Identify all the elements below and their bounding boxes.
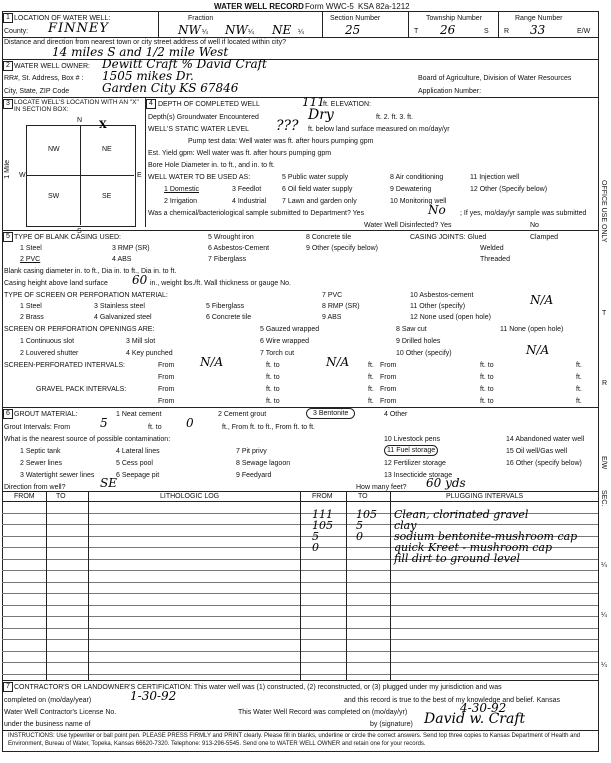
south-label: S bbox=[77, 228, 82, 235]
how-many-feet-label: How many feet? bbox=[356, 484, 407, 491]
ft-label: ft. bbox=[576, 398, 582, 405]
north-label: N bbox=[77, 117, 83, 124]
range-label: Range Number bbox=[515, 15, 563, 22]
side-quarter: ¼ bbox=[601, 612, 607, 619]
quarter-unit: ¼ bbox=[202, 29, 208, 36]
screen-intervals-label: SCREEN-PERFORATED INTERVALS: bbox=[4, 362, 125, 369]
chem-no: No bbox=[428, 203, 446, 217]
plug-to-value: 0 bbox=[356, 530, 363, 543]
log-to-header: TO bbox=[56, 493, 66, 500]
plug-from-header: FROM bbox=[312, 493, 333, 500]
board-label: Board of Agriculture, Division of Water Resources bbox=[418, 75, 572, 82]
to-label: ft. to bbox=[480, 374, 494, 381]
to-label: ft. to bbox=[266, 374, 280, 381]
plug-from-value: 105 bbox=[312, 519, 333, 532]
use-option: 10 Monitoring well bbox=[390, 198, 447, 205]
casing-option: 3 RMP (SR) bbox=[112, 245, 150, 252]
static-level-label: WELL'S STATIC WATER LEVEL bbox=[148, 126, 250, 133]
casing-option-selected: 2 PVC bbox=[20, 256, 41, 263]
section-4-number: 4 bbox=[146, 99, 156, 109]
completed-label: completed on (mo/day/year) bbox=[4, 697, 92, 704]
plug-description: Clean, clorinated gravel bbox=[394, 508, 529, 521]
grout-option: 1 Neat cement bbox=[116, 411, 162, 418]
section-3-number: 3 bbox=[3, 99, 13, 109]
city-label: City, State, ZIP Code bbox=[4, 88, 70, 95]
from-label: From bbox=[158, 374, 175, 381]
lithologic-log-header: LITHOLOGIC LOG bbox=[160, 493, 220, 500]
casing-height-label: Casing height above land surface bbox=[4, 280, 108, 287]
section-number-label: Section Number bbox=[330, 15, 381, 22]
screen-option: 6 Concrete tile bbox=[206, 314, 252, 321]
fraction-label: Fraction bbox=[188, 15, 214, 22]
section-box bbox=[26, 125, 136, 227]
range-r: R bbox=[504, 28, 510, 35]
contam-option: 10 Livestock pens bbox=[384, 436, 441, 443]
use-option: 12 Other (Specify below) bbox=[470, 186, 548, 193]
township-label: Township Number bbox=[426, 15, 483, 22]
groundwater-label: Depth(s) Groundwater Encountered bbox=[148, 114, 259, 121]
to-label: ft. to bbox=[148, 424, 162, 431]
location-mark: X bbox=[99, 120, 107, 131]
owner-label: WATER WELL OWNER: bbox=[14, 63, 90, 70]
perf-option: 6 Wire wrapped bbox=[260, 338, 310, 345]
pump-test-2: Est. Yield gpm: Well water was ft. after hours pumping gpm bbox=[148, 150, 332, 157]
use-option: 6 Oil field water supply bbox=[282, 186, 353, 193]
side-r: R bbox=[602, 380, 608, 387]
static-level-value: ??? bbox=[276, 118, 299, 134]
grout-label: GROUT MATERIAL: bbox=[14, 411, 78, 418]
screen-option: 10 Asbestos-cement bbox=[410, 292, 474, 299]
contam-option: 4 Lateral lines bbox=[116, 448, 160, 455]
section-number-value: 25 bbox=[345, 23, 361, 37]
perf-na: N/A bbox=[526, 343, 550, 357]
ksa-ref: KSA 82a-1212 bbox=[358, 2, 410, 11]
screen-label: TYPE OF SCREEN OR PERFORATION MATERIAL: bbox=[4, 292, 168, 299]
plug-to-value: 5 bbox=[356, 519, 363, 532]
sw-label: SW bbox=[48, 193, 60, 200]
chem-sample-rest: ; If yes, mo/day/yr sample was submitted bbox=[460, 210, 587, 217]
screen-option: 5 Fiberglass bbox=[206, 303, 245, 310]
casing-option: 7 Fiberglass bbox=[208, 256, 247, 263]
side-ew: E/W bbox=[600, 456, 607, 470]
to-label: ft. to bbox=[266, 386, 280, 393]
address-label: RR#, St. Address, Box # : bbox=[4, 75, 84, 82]
from-label: From bbox=[380, 386, 397, 393]
use-option: 4 Industrial bbox=[232, 198, 267, 205]
contam-option: 13 Insecticide storage bbox=[384, 472, 453, 479]
form-number: Form WWC-5 bbox=[305, 2, 354, 11]
casing-diameter: Blank casing diameter in. to ft., Dia in. to ft., Dia in. to ft. bbox=[4, 268, 177, 275]
plug-description: clay bbox=[394, 519, 417, 532]
use-option: 7 Lawn and garden only bbox=[282, 198, 357, 205]
screen-option: 2 Brass bbox=[20, 314, 44, 321]
to-label: ft. to bbox=[480, 398, 494, 405]
chem-sample: Was a chemical/bacteriological sample submitted to Department? Yes bbox=[148, 210, 365, 217]
range-value: 33 bbox=[530, 23, 546, 37]
divider bbox=[145, 97, 146, 227]
screen-option: 3 Stainless steel bbox=[94, 303, 145, 310]
log-col-divider bbox=[390, 491, 391, 680]
log-col-divider bbox=[88, 491, 89, 680]
location-label: LOCATION OF WATER WELL: bbox=[14, 15, 111, 22]
plug-from-value: 111 bbox=[312, 508, 333, 521]
contam-option: 16 Other (specify below) bbox=[506, 460, 582, 467]
static-level-rest: ft. below land surface measured on mo/day/yr bbox=[308, 126, 450, 133]
log-col-divider bbox=[46, 491, 47, 680]
rule bbox=[2, 230, 598, 231]
west-label: W bbox=[19, 172, 26, 179]
contam-option: 7 Pit privy bbox=[236, 448, 267, 455]
rule bbox=[2, 730, 598, 731]
grout-from-value: 5 bbox=[100, 416, 108, 430]
screen-option: 12 None used (open hole) bbox=[410, 314, 491, 321]
plug-description: fill dirt to ground level bbox=[394, 552, 521, 565]
casing-option: 4 ABS bbox=[112, 256, 132, 263]
form-title: WATER WELL RECORD bbox=[214, 2, 304, 11]
signature-label: by (signature) bbox=[370, 721, 413, 728]
township-s: S bbox=[484, 28, 489, 35]
distance-label: Distance and direction from nearest town or city street address of well if located within city? bbox=[4, 39, 287, 46]
casing-height-value: 60 bbox=[132, 273, 148, 287]
owner-value: Dewitt Craft % David Craft bbox=[102, 57, 267, 71]
screen-option: 4 Galvanized steel bbox=[94, 314, 152, 321]
plug-description: sodium bentonite-mushroom cap bbox=[394, 530, 578, 543]
contam-option: 1 Septic tank bbox=[20, 448, 61, 455]
county-label: County: bbox=[4, 28, 29, 35]
side-sec: SEC. bbox=[600, 490, 607, 507]
disinfected-label: Water Well Disinfected? Yes bbox=[364, 222, 452, 229]
rule bbox=[2, 97, 598, 98]
contam-option: 3 Watertight sewer lines bbox=[20, 472, 95, 479]
to-label: ft. to bbox=[266, 362, 280, 369]
township-value: 26 bbox=[440, 23, 456, 37]
screen-option: 8 RMP (SR) bbox=[322, 303, 360, 310]
from-label: From bbox=[380, 362, 397, 369]
casing-height-rest: in., weight lbs./ft. Wall thickness or gauge No. bbox=[150, 280, 291, 287]
groundwater-value: Dry bbox=[308, 107, 334, 123]
from-label: From bbox=[158, 386, 175, 393]
perf-option: 10 Other (specify) bbox=[396, 350, 452, 357]
plug-from-value: 5 bbox=[312, 530, 319, 543]
section-7-number: 7 bbox=[3, 682, 13, 692]
contam-option: 14 Abandoned water well bbox=[506, 436, 585, 443]
casing-clamped: Clamped bbox=[530, 234, 559, 241]
quarter-unit: ¼ bbox=[298, 29, 304, 36]
from-label: From bbox=[158, 398, 175, 405]
divider bbox=[408, 11, 409, 37]
contam-option: 9 Feedyard bbox=[236, 472, 272, 479]
grout-to-value: 0 bbox=[186, 416, 194, 430]
grout-intervals-rest: ft., From ft. to ft., From ft. to ft. bbox=[222, 424, 315, 431]
divider bbox=[322, 11, 323, 37]
perf-option: 11 None (open hole) bbox=[500, 326, 564, 333]
completed-date: 1-30-92 bbox=[130, 689, 177, 703]
log-col-divider bbox=[346, 491, 347, 680]
address-value: 1505 mikes Dr. bbox=[102, 69, 194, 83]
perf-option: 3 Mill slot bbox=[126, 338, 156, 345]
perforation-label: SCREEN OR PERFORATION OPENINGS ARE: bbox=[4, 326, 155, 333]
ft-label: ft. bbox=[368, 362, 374, 369]
divider bbox=[498, 11, 499, 37]
log-col-divider bbox=[300, 491, 301, 680]
casing-option: 8 Concrete tile bbox=[306, 234, 352, 241]
perf-option: 1 Continuous slot bbox=[20, 338, 75, 345]
side-quarter: ¼ bbox=[601, 662, 607, 669]
office-use-label: OFFICE USE ONLY bbox=[600, 180, 607, 243]
certification-line-1: CONTRACTOR'S OR LANDOWNER'S CERTIFICATION: This water well was (1) constructed, (2) reconstructed, or (3) plugged under my jurisdiction and was bbox=[14, 684, 502, 691]
perf-option: 7 Torch cut bbox=[260, 350, 295, 357]
depth-value: 111 bbox=[302, 95, 325, 109]
section-5-number: 5 bbox=[3, 232, 13, 242]
township-t: T bbox=[414, 28, 419, 35]
record-completed-date: 4-30-92 bbox=[460, 701, 507, 715]
contam-option-selected: 11 Fuel storage bbox=[384, 445, 438, 456]
use-option: 9 Dewatering bbox=[390, 186, 432, 193]
contam-option: 8 Sewage lagoon bbox=[236, 460, 291, 467]
screen-option: 7 PVC bbox=[322, 292, 343, 299]
ne-label: NE bbox=[102, 146, 112, 153]
casing-label: TYPE OF BLANK CASING USED: bbox=[14, 234, 121, 241]
from-label: From bbox=[380, 398, 397, 405]
use-option: 11 Injection well bbox=[470, 174, 520, 181]
casing-joints: CASING JOINTS: Glued bbox=[410, 234, 487, 241]
business-name-label: under the business name of bbox=[4, 721, 91, 728]
ft-label: ft. bbox=[576, 362, 582, 369]
grout-option: 2 Cement grout bbox=[218, 411, 267, 418]
casing-option: 5 Wrought iron bbox=[208, 234, 254, 241]
elevation-label: ft. ELEVATION: bbox=[323, 101, 371, 108]
plug-description: quick Kreet - mushroom cap bbox=[394, 541, 553, 554]
screen-option: 1 Steel bbox=[20, 303, 42, 310]
divider bbox=[158, 11, 159, 37]
quarter-unit: ¼ bbox=[248, 29, 254, 36]
record-completed-label: This Water Well Record was completed on (mo/day/yr) bbox=[238, 709, 408, 716]
from-label: From bbox=[380, 374, 397, 381]
groundwater-rest: ft. 2. ft. 3. ft. bbox=[376, 114, 413, 121]
gravel-pack-label: GRAVEL PACK INTERVALS: bbox=[36, 386, 127, 393]
instructions: INSTRUCTIONS: Use typewriter or ball point pen. PLEASE PRESS FIRMLY and PRINT clearly. Please fill in blanks, underline or circle the correct answers. Send top three copies to Kansas Department of Health and Environment, Bureau of Water, Topeka, Kansas 66620-7320. Telephone: 913-296-5545. Send one to WATER WELL OWNER and retain one for your records. bbox=[8, 733, 581, 747]
perf-option: 5 Gauzed wrapped bbox=[260, 326, 320, 333]
to-label: ft. to bbox=[266, 398, 280, 405]
screen-interval-na: N/A bbox=[326, 355, 350, 369]
city-value: Garden City KS 67846 bbox=[102, 81, 239, 95]
use-option: 8 Air conditioning bbox=[390, 174, 444, 181]
rule bbox=[2, 407, 598, 408]
contam-option: 5 Cess pool bbox=[116, 460, 153, 467]
section-6-number: 6 bbox=[3, 409, 13, 419]
screen-interval-na: N/A bbox=[200, 355, 224, 369]
county-value: FINNEY bbox=[48, 21, 109, 36]
ft-label: ft. bbox=[576, 374, 582, 381]
casing-option: 1 Steel bbox=[20, 245, 42, 252]
application-label: Application Number: bbox=[418, 88, 482, 95]
quarter-3: NE bbox=[272, 23, 292, 37]
screen-option: 11 Other (specify) bbox=[410, 303, 466, 310]
perf-option: 4 Key punched bbox=[126, 350, 173, 357]
perf-option: 2 Louvered shutter bbox=[20, 350, 79, 357]
signature: David w. Craft bbox=[424, 711, 526, 727]
casing-option: 6 Asbestos-Cement bbox=[208, 245, 270, 252]
ft-label: ft. bbox=[368, 374, 374, 381]
ft-label: ft. bbox=[368, 386, 374, 393]
plug-to-value: 105 bbox=[356, 508, 377, 521]
casing-threaded: Threaded bbox=[480, 256, 510, 263]
nw-label: NW bbox=[48, 146, 60, 153]
grout-option: 4 Other bbox=[384, 411, 408, 418]
use-option: 2 Irrigation bbox=[164, 198, 198, 205]
mile-label: 1 Mile bbox=[4, 160, 11, 179]
to-label: ft. to bbox=[480, 386, 494, 393]
rule bbox=[2, 680, 598, 681]
license-label: Water Well Contractor's License No. bbox=[4, 709, 117, 716]
distance-value: 14 miles S and 1/2 mile West bbox=[52, 45, 229, 59]
use-option: 5 Public water supply bbox=[282, 174, 349, 181]
grout-intervals-label: Grout Intervals: From bbox=[4, 424, 71, 431]
bore-hole: Bore Hole Diameter in. to ft., and in. to ft. bbox=[148, 162, 275, 169]
plug-from-value: 0 bbox=[312, 541, 319, 554]
section-2-number: 2 bbox=[3, 61, 13, 71]
use-option-selected: 1 Domestic bbox=[164, 186, 200, 193]
to-label: ft. to bbox=[480, 362, 494, 369]
ft-label: ft. bbox=[368, 398, 374, 405]
screen-option: 9 ABS bbox=[322, 314, 342, 321]
direction-value: SE bbox=[100, 476, 117, 490]
from-label: From bbox=[158, 362, 175, 369]
side-quarter: ¼ bbox=[601, 562, 607, 569]
rule bbox=[2, 59, 598, 60]
contam-option: 2 Sewer lines bbox=[20, 460, 63, 467]
quarter-2: NW bbox=[225, 23, 248, 37]
rule bbox=[2, 37, 598, 38]
section-1-number: 1 bbox=[3, 13, 13, 23]
use-label: WELL WATER TO BE USED AS: bbox=[148, 174, 251, 181]
casing-welded: Welded bbox=[480, 245, 504, 252]
depth-label: DEPTH OF COMPLETED WELL bbox=[158, 101, 260, 108]
range-ew: E/W bbox=[577, 28, 591, 35]
direction-label: Direction from well? bbox=[4, 484, 66, 491]
locate-label: LOCATE WELL'S LOCATION WITH AN "X" IN SECTION BOX: bbox=[14, 99, 139, 113]
section-box-hline bbox=[26, 175, 134, 176]
quarter-1: NW bbox=[178, 23, 201, 37]
screen-na: N/A bbox=[530, 293, 554, 307]
plugging-intervals-header: PLUGGING INTERVALS bbox=[446, 493, 524, 500]
contamination-label: What is the nearest source of possible contamination: bbox=[4, 436, 171, 443]
plug-to-header: TO bbox=[358, 493, 368, 500]
log-from-header: FROM bbox=[14, 493, 35, 500]
how-many-feet-value: 60 yds bbox=[426, 476, 466, 490]
contam-option: 6 Seepage pit bbox=[116, 472, 160, 479]
contam-option: 12 Fertilizer storage bbox=[384, 460, 446, 467]
use-option: 3 Feedlot bbox=[232, 186, 262, 193]
se-label: SE bbox=[102, 193, 112, 200]
side-t: T bbox=[602, 310, 607, 317]
pump-test-1: Pump test data: Well water was ft. after hours pumping gpm bbox=[188, 138, 374, 145]
certification-line-2: and this record is true to the best of my knowledge and belief. Kansas bbox=[344, 697, 560, 704]
ft-label: ft. bbox=[576, 386, 582, 393]
contam-option: 15 Oil well/Gas well bbox=[506, 448, 568, 455]
disinfected-no: No bbox=[530, 222, 539, 229]
perf-option: 9 Drilled holes bbox=[396, 338, 441, 345]
casing-option: 9 Other (specify below) bbox=[306, 245, 378, 252]
grout-option-selected: 3 Bentonite bbox=[306, 408, 355, 419]
perf-option: 8 Saw cut bbox=[396, 326, 427, 333]
east-label: E bbox=[137, 172, 142, 179]
